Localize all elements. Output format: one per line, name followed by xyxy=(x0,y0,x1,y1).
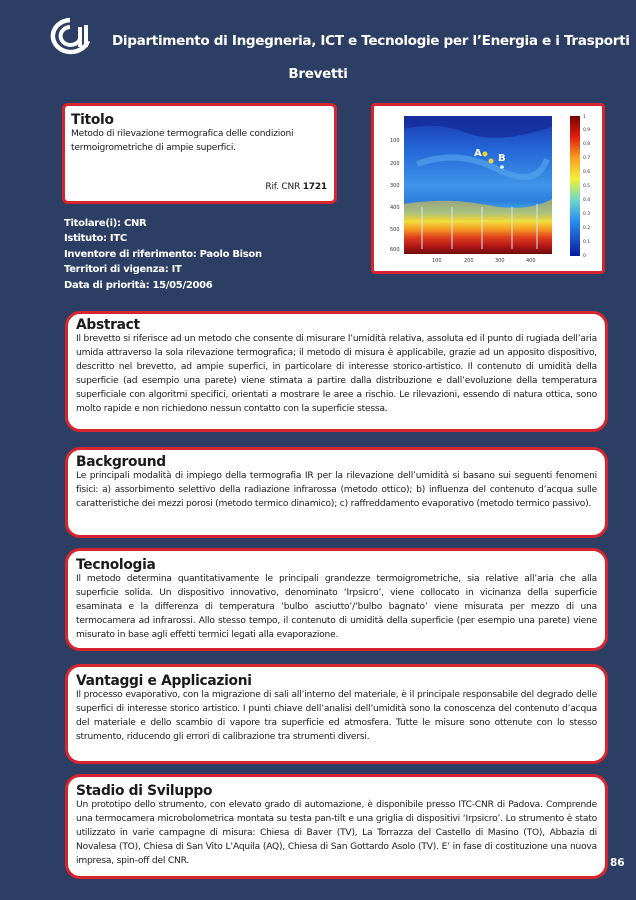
cbar-tick-0.8: 0.8 xyxy=(583,142,591,147)
reference-label: Rif. CNR xyxy=(265,182,303,192)
y-tick-400: 400 xyxy=(390,205,400,211)
vantaggi-section xyxy=(65,664,608,764)
y-tick-600: 600 xyxy=(390,247,400,253)
cbar-tick-0.6: 0.6 xyxy=(583,170,591,175)
section-title: Brevetti xyxy=(288,66,348,82)
abstract-text: Il brevetto si riferisce ad un metodo che consente di misurare l’umidità relativa, assoluta ed il punto di rugiada dell’aria umida attraverso la sola rilevazione termografica; il metodo di misura è applicabile, grazie ad un apposito dispositivo, descritto nel brevetto, ad ampie superfici, in particolare di interesse storico-artistico. Il contenuto di umidità della superficie (ad esempio una parete) viene stimata a partire dalla distribuzione e dall’evoluzione della temperatura superficiale con algoritmi specifici, orientati a mostrare le aree a rischio. Le rilevazioni, essendo di natura ottica, sono molto rapide e non richiedono nessun contatto con la superficie stessa. xyxy=(76,334,597,414)
vantaggi-heading: Vantaggi e Applicazioni xyxy=(76,673,252,689)
x-tick-400: 400 xyxy=(526,258,536,264)
x-tick-100: 100 xyxy=(432,258,442,264)
reference-number: 1721 xyxy=(302,182,327,192)
background-text: Le principali modalità di impiego della termografia IR per la rilevazione dell’umidità si basano sui seguenti fenomeni fisici: a) assorbimento selettivo della radiazione infrarossa (metodo ottico); b) influenza del contenuto d’acqua sulle caratteristiche dei mezzi porosi (metodo termico dinamico); c) raffreddamento evaporativo (metodo termico passivo). xyxy=(76,471,597,509)
cbar-tick-0.7: 0.7 xyxy=(583,156,591,161)
tecnologia-text: Il metodo determina quantitativamente le principali grandezze termoigrometriche, sia relative all’aria che alla superficie solida. Un dispositivo innovativo, denominato ‘Irpsicro’, viene collocato in vicinanza della superficie esaminata e la differenza di temperatura ‘bulbo asciutto’/‘bulbo bagnato’ viene misurata per mezzo di una termocamera ad infrarossi. Allo stesso tempo, il contenuto di umidità della superficie (per esempio una parete) viene misurato in base agli effetti termici legati alla evaporazione. xyxy=(76,574,597,640)
abstract-section xyxy=(65,311,608,432)
department-title: Dipartimento di Ingegneria, ICT e Tecnologie per l’Energia e i Trasporti xyxy=(112,33,630,49)
stadio-text: Un prototipo dello strumento, con elevato grado di automazione, è disponibile presso ITC-CNR di Padova. Comprende una termocamera microbolometrica montata su testa pan-tilt e una griglia di dispositivi ‘Irpsicro’. Lo strumento è stato utilizzato in varie campagne di misura: Chiesa di Baver (TV), La Torrazza del Castello di Masino (TO), Abbazia di Novalesa (TO), Chiesa di San Vito L’Aquila (AQ), Chiesa di San Gottardo Asolo (TV). E’ in fase di costituzione una nuova impresa, spin-off del CNR. xyxy=(76,800,597,866)
titolo-heading: Titolo xyxy=(71,112,114,128)
thermogram-image xyxy=(377,109,599,268)
cbar-tick-0.1: 0.1 xyxy=(583,240,591,245)
point-label-a: A xyxy=(474,148,482,159)
info-inventore: Inventore di riferimento: Paolo Bison xyxy=(64,248,262,260)
cbar-tick-1: 1 xyxy=(583,115,586,120)
cbar-tick-0.3: 0.3 xyxy=(583,212,591,217)
y-tick-300: 300 xyxy=(390,183,400,189)
colorbar xyxy=(570,116,580,256)
info-titolari: Titolare(i): CNR xyxy=(64,218,147,229)
patent-info xyxy=(64,216,262,293)
info-territori: Territori di vigenza: IT xyxy=(64,264,182,276)
y-tick-200: 200 xyxy=(390,161,400,167)
vantaggi-text: Il processo evaporativo, con la migrazione di sali all’interno del materiale, è il principale responsabile del degrado delle superfici di interesse storico artistico. I punti chiave dell’analisi dell’umidità sono la conoscenza del contenuto d’acqua del materiale e dello scambio di vapore tra superficie ed atmosfera. Tutte le misure sono ottenute con lo stesso strumento, riducendo gli errori di calibrazione tra strumenti diversi. xyxy=(76,690,597,742)
y-tick-500: 500 xyxy=(390,227,400,233)
cbar-tick-0: 0 xyxy=(583,254,586,259)
abstract-heading: Abstract xyxy=(76,317,140,333)
stadio-heading: Stadio di Sviluppo xyxy=(76,783,213,799)
cbar-tick-0.5: 0.5 xyxy=(583,184,591,189)
x-tick-200: 200 xyxy=(464,258,474,264)
background-heading: Background xyxy=(76,454,166,470)
cbar-tick-0.4: 0.4 xyxy=(583,198,591,203)
background-section xyxy=(65,447,608,538)
cnr-logo xyxy=(48,17,92,55)
x-tick-300: 300 xyxy=(495,258,505,264)
tecnologia-section xyxy=(65,548,608,651)
titolo-text: Metodo di rilevazione termografica delle condizioni termoigrometriche di ampie superfici. xyxy=(71,129,294,153)
patent-reference xyxy=(265,182,327,192)
titolo-box xyxy=(62,103,337,204)
tecnologia-heading: Tecnologia xyxy=(76,557,156,573)
page-number: 86 xyxy=(610,857,625,869)
thermogram-figure xyxy=(371,103,605,274)
point-label-b: B xyxy=(498,153,506,164)
y-tick-100: 100 xyxy=(390,138,400,144)
cbar-tick-0.9: 0.9 xyxy=(583,128,591,133)
info-istituto: Istituto: ITC xyxy=(64,233,127,245)
info-data-priorita: Data di priorità: 15/05/2006 xyxy=(64,279,213,291)
stadio-section xyxy=(65,774,608,879)
cbar-tick-0.2: 0.2 xyxy=(583,226,591,231)
